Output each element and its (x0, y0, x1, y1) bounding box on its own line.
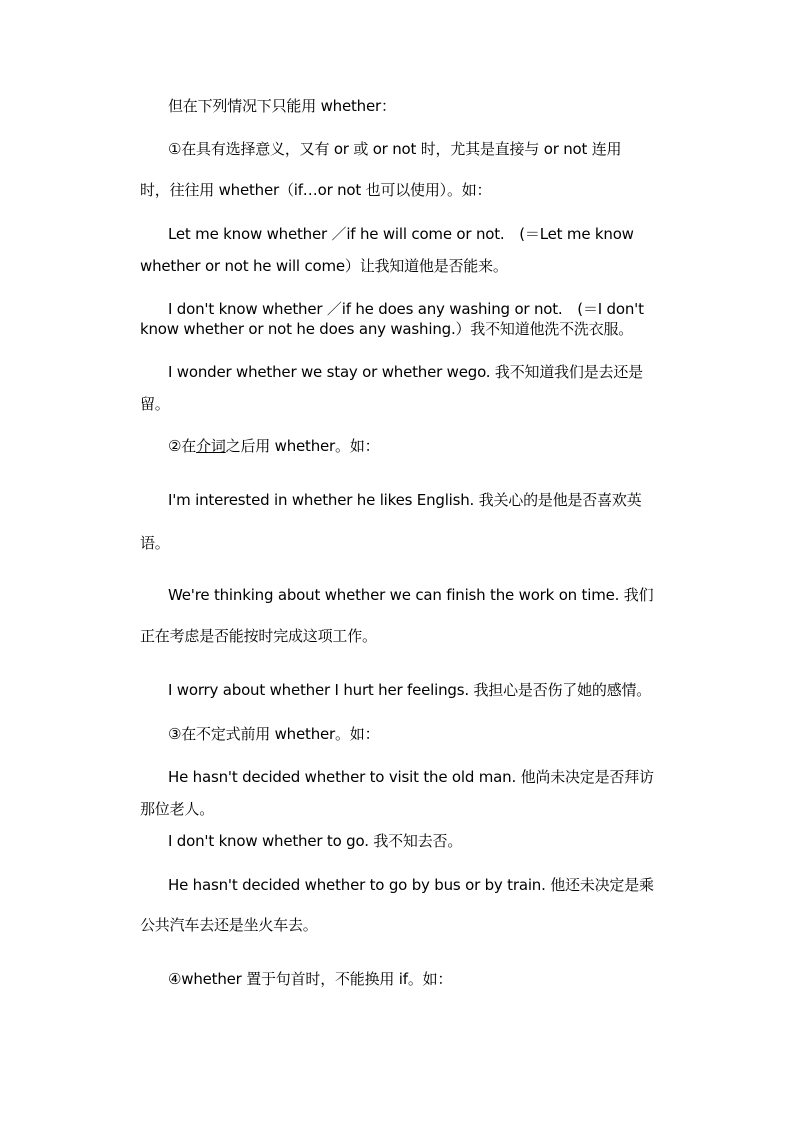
intro-line: 但在下列情况下只能用 whether： (168, 97, 396, 115)
example-7-line-2: 那位老人。 (140, 800, 215, 818)
example-3-line-2: 留。 (140, 395, 170, 413)
rule-2-suffix: 之后用 whether。如： (225, 437, 380, 455)
example-5-line-1: We're thinking about whether we can finish the work on time. 我们 (168, 586, 654, 604)
example-6-line: I worry about whether I hurt her feelings. 我担心是否伤了她的感情。 (168, 681, 652, 699)
example-1-line-2: whether or not he will come）让我知道他是否能来。 (140, 257, 508, 275)
example-8-line: I don't know whether to go. 我不知去否。 (168, 832, 463, 850)
rule-3-line: ③在不定式前用 whether。如： (168, 725, 380, 743)
example-2-line-1: I don't know whether ／if he does any washing or not. (＝I don't (168, 300, 644, 318)
example-9-line-2: 公共汽车去还是坐火车去。 (140, 916, 318, 934)
example-5-line-2: 正在考虑是否能按时完成这项工作。 (140, 627, 377, 645)
example-2-line-2: know whether or not he does any washing.）我不知道他洗不洗衣服。 (140, 320, 634, 338)
example-4-line-2: 语。 (140, 534, 170, 552)
example-4-line-1: I'm interested in whether he likes English. 我关心的是他是否喜欢英 (168, 491, 642, 509)
rule-2-line (168, 436, 379, 456)
rule-4-line: ④whether 置于句首时，不能换用 if。如： (168, 970, 453, 988)
example-1-line-1: Let me know whether ／if he will come or not. (＝Let me know (168, 225, 634, 243)
example-9-line-1: He hasn't decided whether to go by bus or by train. 他还未决定是乘 (168, 876, 654, 894)
example-7-line-1: He hasn't decided whether to visit the old man. 他尚未决定是否拜访 (168, 768, 654, 786)
preposition-link[interactable]: 介词 (196, 437, 226, 455)
rule-1-line-1: ①在具有选择意义，又有 or 或 or not 时，尤其是直接与 or not 连用 (168, 140, 622, 158)
rule-1-line-2: 时，往往用 whether（if…or not 也可以使用）。如： (140, 181, 492, 199)
example-3-line-1: I wonder whether we stay or whether wego. 我不知道我们是去还是 (168, 363, 643, 381)
rule-2-prefix: ②在 (168, 437, 197, 455)
